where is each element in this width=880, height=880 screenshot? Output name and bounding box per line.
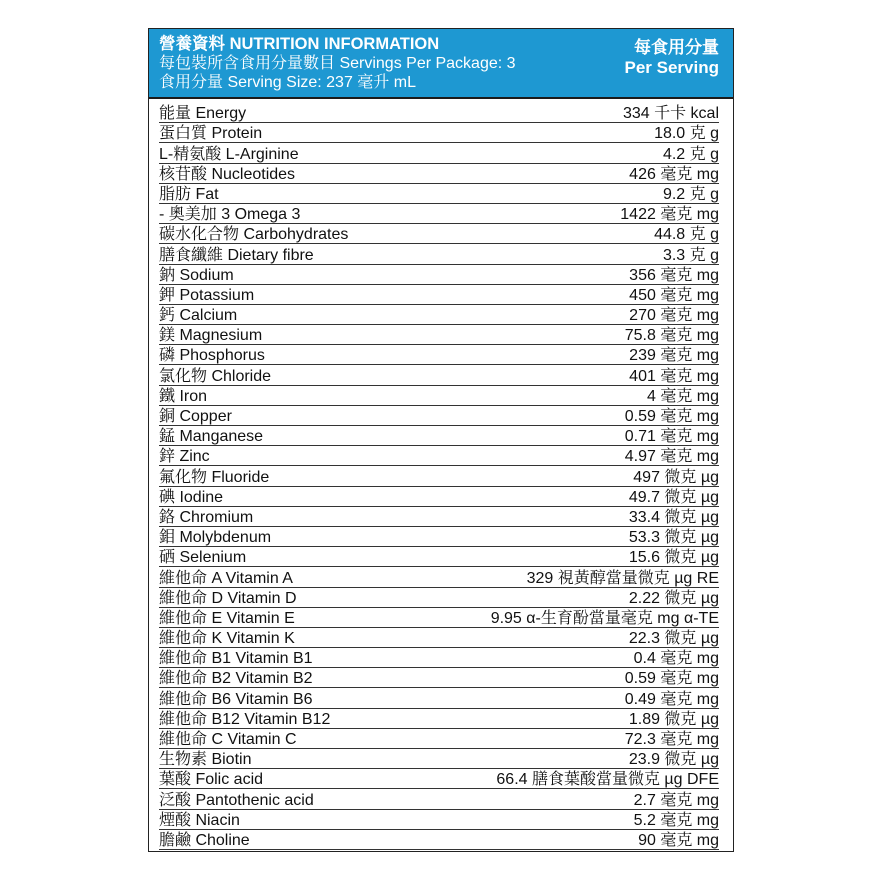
nutrient-row <box>159 628 719 648</box>
nutrient-name: 維他命 C Vitamin C <box>159 731 297 748</box>
nutrient-name: 鉻 Chromium <box>159 508 254 526</box>
nutrient-row <box>159 204 719 224</box>
nutrient-value: 75.8 毫克 mg <box>624 327 719 345</box>
nutrient-row <box>159 507 719 527</box>
nutrient-row <box>159 729 719 749</box>
nutrient-value: 90 毫克 mg <box>638 831 719 849</box>
nutrient-value: 53.3 微克 µg <box>628 529 719 547</box>
nutrient-row <box>159 164 719 184</box>
nutrient-row <box>159 285 719 305</box>
nutrient-value: 1422 毫克 mg <box>620 206 719 224</box>
nutrient-name: 鉬 Molybdenum <box>159 529 272 547</box>
nutrient-row <box>159 466 719 486</box>
nutrient-row <box>159 103 719 123</box>
nutrition-header <box>149 29 733 99</box>
nutrient-name: 膳食纖維 Dietary fibre <box>159 246 314 264</box>
header-right <box>625 38 720 78</box>
nutrient-row <box>159 527 719 547</box>
nutrient-value: 9.95 α-生育酚當量毫克 mg α-TE <box>490 609 719 627</box>
nutrient-value: 23.9 微克 µg <box>628 751 719 769</box>
nutrient-name: 脂肪 Fat <box>159 185 219 203</box>
nutrient-value: 4.97 毫克 mg <box>624 448 719 466</box>
nutrient-value: 22.3 微克 µg <box>628 630 719 648</box>
nutrient-value: 329 視黃醇當量微克 µg RE <box>526 569 719 587</box>
servings-per-package: 每包裝所含食用分量數目 Servings Per Package: 3 <box>159 55 516 72</box>
nutrient-name: 鈣 Calcium <box>159 307 238 325</box>
nutrient-name: 維他命 B6 Vitamin B6 <box>159 690 313 708</box>
panel-title: 營養資料 NUTRITION INFORMATION <box>159 35 440 53</box>
nutrient-name: 維他命 A Vitamin A <box>159 569 293 587</box>
nutrient-name: 硒 Selenium <box>159 549 247 567</box>
nutrient-row <box>159 305 719 325</box>
nutrient-row <box>159 446 719 466</box>
nutrient-row <box>159 567 719 587</box>
nutrient-name: L-精氨酸 L-Arginine <box>159 145 299 163</box>
nutrient-row <box>159 487 719 507</box>
nutrient-row <box>159 789 719 809</box>
nutrient-row <box>159 184 719 204</box>
nutrient-name: 維他命 E Vitamin E <box>159 609 295 627</box>
per-serving-zh: 每食用分量 <box>634 38 719 57</box>
nutrient-row <box>159 709 719 729</box>
nutrient-row <box>159 265 719 285</box>
nutrient-name: 鎂 Magnesium <box>159 327 263 345</box>
nutrient-row <box>159 769 719 789</box>
nutrient-value: 334 千卡 kcal <box>622 105 719 123</box>
nutrient-name: 氯化物 Chloride <box>159 367 272 385</box>
nutrient-value: 15.6 微克 µg <box>628 549 719 567</box>
nutrient-value: 1.89 微克 µg <box>628 710 719 728</box>
nutrient-value: 497 微克 µg <box>633 468 719 486</box>
nutrient-name: 維他命 K Vitamin K <box>159 630 295 648</box>
nutrient-value: 0.4 毫克 mg <box>633 650 719 668</box>
nutrient-name: 鈉 Sodium <box>159 266 234 284</box>
nutrient-row <box>159 123 719 143</box>
nutrient-row <box>159 325 719 345</box>
nutrient-value: 239 毫克 mg <box>629 347 719 365</box>
nutrient-value: 2.22 微克 µg <box>628 589 719 607</box>
nutrient-value: 9.2 克 g <box>662 185 719 203</box>
nutrient-name: 銅 Copper <box>159 408 232 425</box>
nutrient-row <box>159 749 719 769</box>
header-left <box>159 35 599 92</box>
nutrition-panel <box>148 28 734 852</box>
nutrient-value: 4 毫克 mg <box>646 387 719 405</box>
nutrient-row <box>159 588 719 608</box>
nutrient-row <box>159 830 719 850</box>
nutrient-name: - 奧美加 3 Omega 3 <box>159 206 301 224</box>
nutrient-value: 4.2 克 g <box>662 145 719 163</box>
nutrient-value: 33.4 微克 µg <box>628 508 719 526</box>
nutrient-row <box>159 688 719 708</box>
nutrient-value: 401 毫克 mg <box>629 367 719 385</box>
nutrient-name: 維他命 D Vitamin D <box>159 589 297 607</box>
nutrient-name: 鐵 Iron <box>159 387 208 405</box>
nutrient-row <box>159 224 719 244</box>
serving-size: 食用分量 Serving Size: 237 毫升 mL <box>159 74 416 91</box>
nutrient-name: 生物素 Biotin <box>159 751 252 769</box>
nutrient-name: 鉀 Potassium <box>159 286 255 304</box>
nutrient-value: 426 毫克 mg <box>629 165 719 183</box>
nutrient-value: 5.2 毫克 mg <box>633 811 719 829</box>
nutrient-value: 44.8 克 g <box>654 226 719 244</box>
nutrient-value: 49.7 微克 µg <box>628 488 719 506</box>
nutrient-name: 維他命 B12 Vitamin B12 <box>159 710 331 728</box>
nutrient-value: 3.3 克 g <box>662 246 719 264</box>
nutrient-row <box>159 426 719 446</box>
nutrient-value: 0.59 毫克 mg <box>624 670 719 688</box>
nutrient-row <box>159 648 719 668</box>
nutrient-row <box>159 668 719 688</box>
nutrient-value: 450 毫克 mg <box>629 286 719 304</box>
nutrient-name: 煙酸 Niacin <box>159 811 240 829</box>
nutrient-row <box>159 345 719 365</box>
nutrient-name: 蛋白質 Protein <box>159 125 263 143</box>
nutrient-name: 維他命 B1 Vitamin B1 <box>159 650 313 668</box>
nutrient-name: 碘 Iodine <box>159 488 224 506</box>
nutrient-row <box>159 810 719 830</box>
nutrient-value: 2.7 毫克 mg <box>633 791 719 809</box>
nutrient-name: 錳 Manganese <box>159 428 264 446</box>
nutrient-name: 膽鹼 Choline <box>159 831 250 849</box>
nutrient-name: 氟化物 Fluoride <box>159 468 270 486</box>
nutrient-value: 356 毫克 mg <box>629 266 719 284</box>
nutrient-value: 270 毫克 mg <box>629 307 719 325</box>
nutrient-row <box>159 608 719 628</box>
nutrient-row <box>159 244 719 264</box>
nutrient-name: 維他命 B2 Vitamin B2 <box>159 670 313 688</box>
nutrient-row <box>159 365 719 385</box>
nutrient-name: 磷 Phosphorus <box>159 347 265 365</box>
nutrient-name: 葉酸 Folic acid <box>159 771 264 789</box>
nutrient-value: 0.59 毫克 mg <box>624 408 719 425</box>
nutrient-row <box>159 386 719 406</box>
nutrient-name: 核苷酸 Nucleotides <box>159 165 296 183</box>
nutrient-name: 鋅 Zinc <box>159 448 210 466</box>
nutrient-row <box>159 547 719 567</box>
nutrient-value: 72.3 毫克 mg <box>624 731 719 748</box>
nutrient-value: 0.49 毫克 mg <box>624 690 719 708</box>
nutrient-name: 碳水化合物 Carbohydrates <box>159 226 349 244</box>
nutrient-name: 泛酸 Pantothenic acid <box>159 791 314 809</box>
nutrient-name: 能量 Energy <box>159 105 247 123</box>
nutrient-value: 18.0 克 g <box>654 125 719 143</box>
nutrient-value: 0.71 毫克 mg <box>624 428 719 446</box>
per-serving-en: Per Serving <box>624 58 719 77</box>
nutrient-value: 66.4 膳食葉酸當量微克 µg DFE <box>496 771 719 789</box>
nutrient-row <box>159 143 719 163</box>
nutrient-rows <box>159 103 719 850</box>
nutrient-row <box>159 406 719 426</box>
